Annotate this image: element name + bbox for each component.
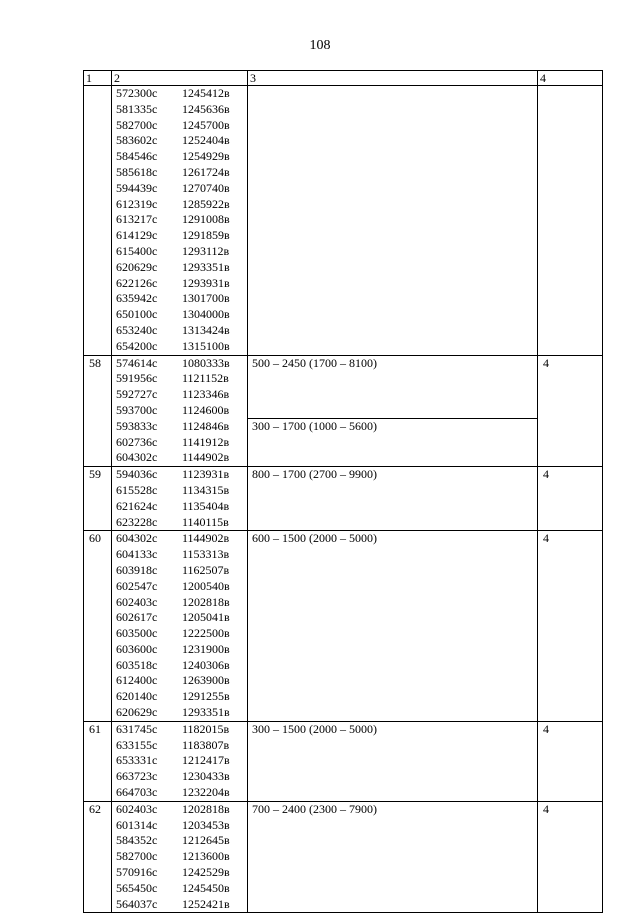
coordinate-pair: [116, 833, 247, 849]
coordinate-pair: [116, 450, 247, 466]
latitude: 615528с: [116, 482, 158, 497]
latitude: 594036с: [116, 467, 158, 482]
depth-range-cell: 800 – 1700 (2700 – 9900): [248, 467, 538, 531]
longitude: 1313424в: [182, 322, 230, 337]
coordinate-pair: [116, 705, 247, 721]
coordinate-pair: [116, 785, 247, 801]
longitude: 1291008в: [182, 212, 230, 227]
latitude: 604302с: [116, 531, 158, 546]
longitude: 1222500в: [182, 626, 230, 641]
coordinate-pair: [116, 673, 247, 689]
latitude: 633155с: [116, 737, 158, 752]
coordinate-pair: [116, 181, 247, 197]
coordinate-pair: [116, 276, 247, 292]
coordinate-pair: [116, 881, 247, 897]
longitude: 1293351в: [182, 259, 230, 274]
longitude: 1213600в: [182, 849, 230, 864]
coordinate-pair: [116, 689, 247, 705]
coordinate-pair: [116, 818, 247, 834]
longitude: 1261724в: [182, 164, 230, 179]
coordinate-pair: [116, 626, 247, 642]
coordinate-pair: [116, 387, 247, 403]
longitude: 1200540в: [182, 578, 230, 593]
longitude: 1301700в: [182, 291, 230, 306]
coordinate-pair: [116, 260, 247, 276]
latitude: 604302с: [116, 450, 158, 465]
latitude: 621624с: [116, 498, 158, 513]
longitude: 1212645в: [182, 833, 230, 848]
latitude: 584352с: [116, 833, 158, 848]
latitude: 604133с: [116, 547, 158, 562]
coordinate-pair: [116, 419, 247, 435]
latitude: 585618с: [116, 164, 158, 179]
longitude: 1080333в: [182, 355, 230, 370]
latitude: 613217с: [116, 212, 158, 227]
col4-value: 4: [538, 531, 603, 722]
coordinate-pair: [116, 118, 247, 134]
longitude: 1252404в: [182, 133, 230, 148]
latitude: 572300с: [116, 86, 158, 100]
table-row: [84, 721, 603, 801]
col4-value: 4: [538, 467, 603, 531]
row-number: 61: [84, 721, 112, 801]
coordinate-pair: [116, 753, 247, 769]
longitude: 1202818в: [182, 594, 230, 609]
coordinate-pair: [116, 197, 247, 213]
row-number: 58: [84, 355, 112, 467]
longitude: 1203453в: [182, 817, 230, 832]
page-number: 108: [309, 38, 331, 53]
row-number: 62: [84, 801, 112, 913]
longitude: 1124600в: [182, 402, 230, 417]
coordinate-pair: [116, 228, 247, 244]
coordinate-pair: [116, 658, 247, 674]
latitude: 594439с: [116, 180, 158, 195]
longitude: 1242529в: [182, 865, 230, 880]
longitude: 1123931в: [182, 467, 230, 482]
latitude: 663723с: [116, 769, 158, 784]
latitude: 574614с: [116, 355, 158, 370]
coordinate-pair: [116, 291, 247, 307]
coordinates-cell: [112, 801, 248, 913]
coordinate-pair: [116, 323, 247, 339]
latitude: 603918с: [116, 562, 158, 577]
latitude: 620629с: [116, 259, 158, 274]
latitude: 635942с: [116, 291, 158, 306]
coordinates-cell: [112, 531, 248, 722]
coordinate-pair: [116, 102, 247, 118]
coordinates-cell: [112, 86, 248, 356]
longitude: 1212417в: [182, 753, 230, 768]
latitude: 603600с: [116, 641, 158, 656]
longitude: 1144902в: [182, 531, 230, 546]
latitude: 602617с: [116, 610, 158, 625]
coordinate-pair: [116, 435, 247, 451]
longitude: 1205041в: [182, 610, 230, 625]
coordinate-pair: [116, 642, 247, 658]
coordinate-pair: [116, 802, 247, 818]
header-cell-3: 3: [248, 71, 538, 86]
coordinate-pair: [116, 371, 247, 387]
longitude: 1140115в: [182, 514, 229, 529]
longitude: 1304000в: [182, 307, 230, 322]
latitude: 653331с: [116, 753, 158, 768]
table-row: [84, 467, 603, 531]
coordinates-cell: [112, 721, 248, 801]
longitude: 1263900в: [182, 673, 230, 688]
col4-value: 4: [538, 801, 603, 913]
row-number: [84, 86, 112, 356]
latitude: 593700с: [116, 402, 158, 417]
latitude: 664703с: [116, 785, 158, 800]
longitude: 1135404в: [182, 498, 230, 513]
header-row: [84, 71, 603, 86]
latitude: 603500с: [116, 626, 158, 641]
row-number: 60: [84, 531, 112, 722]
table-row: [84, 531, 603, 722]
coordinate-pair: [116, 244, 247, 260]
coordinates-table: [83, 70, 603, 913]
latitude: 603518с: [116, 657, 158, 672]
coordinate-pair: [116, 722, 247, 738]
latitude: 612400с: [116, 673, 158, 688]
coordinate-pair: [116, 212, 247, 228]
coordinate-pair: [116, 165, 247, 181]
coordinate-pair: [116, 483, 247, 499]
coordinate-pair: [116, 356, 247, 372]
longitude: 1232204в: [182, 785, 230, 800]
coordinates-cell: [112, 355, 248, 467]
latitude: 582700с: [116, 117, 158, 132]
latitude: 622126с: [116, 275, 158, 290]
latitude: 615400с: [116, 243, 158, 258]
longitude: 1153313в: [182, 547, 230, 562]
longitude: 1293931в: [182, 275, 230, 290]
depth-range-cell: [248, 355, 538, 467]
coordinate-pair: [116, 579, 247, 595]
coordinate-pair: [116, 563, 247, 579]
longitude: 1254929в: [182, 149, 230, 164]
depth-range-cell: [248, 86, 538, 356]
coordinate-pair: [116, 595, 247, 611]
coordinate-pair: [116, 849, 247, 865]
depth-range-cell: 700 – 2400 (2300 – 7900): [248, 801, 538, 913]
longitude: 1240306в: [182, 657, 230, 672]
latitude: 593833с: [116, 418, 158, 433]
col4-value: 4: [538, 721, 603, 801]
longitude: 1270740в: [182, 180, 230, 195]
latitude: 631745с: [116, 721, 158, 736]
longitude: 1162507в: [182, 562, 230, 577]
header-cell-1: 1: [84, 71, 112, 86]
latitude: 583602с: [116, 133, 158, 148]
coordinate-pair: [116, 515, 247, 531]
latitude: 602547с: [116, 578, 158, 593]
latitude: 653240с: [116, 322, 158, 337]
table-row: [84, 355, 603, 467]
latitude: 614129с: [116, 228, 158, 243]
latitude: 592727с: [116, 387, 158, 402]
longitude: 1141912в: [182, 434, 230, 449]
longitude: 1123346в: [182, 387, 230, 402]
latitude: 620629с: [116, 705, 158, 720]
coordinate-pair: [116, 531, 247, 547]
latitude: 601314с: [116, 817, 158, 832]
latitude: 620140с: [116, 689, 158, 704]
longitude: 1183807в: [182, 737, 230, 752]
table-row: [84, 801, 603, 913]
table-row: [84, 86, 603, 356]
longitude: 1134315в: [182, 482, 230, 497]
col4-value: [538, 86, 603, 356]
coordinates-cell: [112, 467, 248, 531]
longitude: 1230433в: [182, 769, 230, 784]
longitude: 1245450в: [182, 880, 230, 895]
latitude: 612319с: [116, 196, 158, 211]
longitude: 1291255в: [182, 689, 230, 704]
latitude: 591956с: [116, 371, 158, 386]
depth-range: 500 – 2450 (1700 – 8100): [252, 355, 377, 370]
latitude: 602403с: [116, 801, 158, 816]
longitude: 1291859в: [182, 228, 230, 243]
coordinate-pair: [116, 610, 247, 626]
latitude: 602403с: [116, 594, 158, 609]
latitude: 581335с: [116, 101, 158, 116]
coordinate-pair: [116, 865, 247, 881]
longitude: 1285922в: [182, 196, 230, 211]
latitude: 565450с: [116, 880, 158, 895]
longitude: 1124846в: [182, 418, 230, 433]
coordinate-pair: [116, 86, 247, 102]
coordinate-pair: [116, 133, 247, 149]
coordinate-pair: [116, 547, 247, 563]
longitude: 1315100в: [182, 338, 230, 353]
longitude: 1245412в: [182, 86, 230, 100]
coordinate-pair: [116, 307, 247, 323]
latitude: 623228с: [116, 514, 158, 529]
latitude: 650100с: [116, 307, 158, 322]
latitude: 564037с: [116, 896, 158, 911]
longitude: 1144902в: [182, 450, 230, 465]
coordinate-pair: [116, 339, 247, 355]
depth-range-cell: 600 – 1500 (2000 – 5000): [248, 531, 538, 722]
row-number: 59: [84, 467, 112, 531]
coordinate-pair: [116, 769, 247, 785]
col4-value: 4: [538, 355, 603, 467]
latitude: 584546с: [116, 149, 158, 164]
coordinate-pair: [116, 499, 247, 515]
coordinate-pair: [116, 403, 247, 419]
longitude: 1231900в: [182, 641, 230, 656]
longitude: 1293112в: [182, 243, 230, 258]
latitude: 602736с: [116, 434, 158, 449]
depth-range-cell: 300 – 1500 (2000 – 5000): [248, 721, 538, 801]
longitude: 1245700в: [182, 117, 230, 132]
longitude: 1252421в: [182, 896, 230, 911]
coordinate-pair: [116, 149, 247, 165]
latitude: 654200с: [116, 338, 158, 353]
longitude: 1182015в: [182, 721, 230, 736]
header-cell-2: 2: [112, 71, 248, 86]
longitude: 1202818в: [182, 801, 230, 816]
latitude: 582700с: [116, 849, 158, 864]
header-cell-4: 4: [538, 71, 603, 86]
longitude: 1121152в: [182, 371, 229, 386]
latitude: 570916с: [116, 865, 158, 880]
depth-range: 300 – 1700 (1000 – 5600): [248, 418, 537, 435]
longitude: 1293351в: [182, 705, 230, 720]
coordinate-pair: [116, 467, 247, 483]
coordinate-pair: [116, 738, 247, 754]
longitude: 1245636в: [182, 101, 230, 116]
